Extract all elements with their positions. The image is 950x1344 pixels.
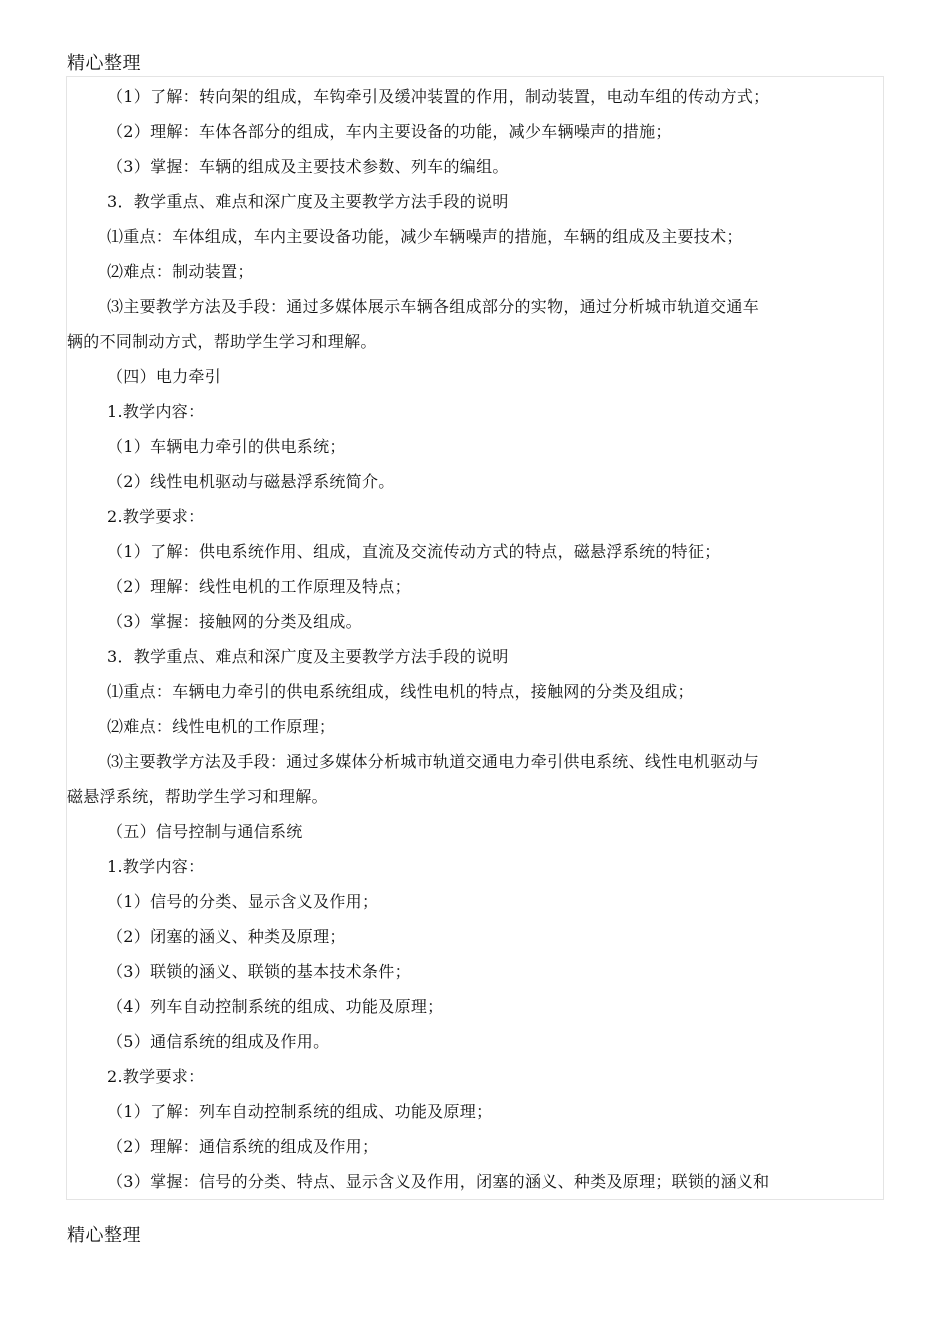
text-line: ⑵难点：制动装置； [107, 262, 254, 281]
text-line: ⑵难点：线性电机的工作原理； [107, 717, 336, 736]
text-line: （1）信号的分类、显示含义及作用； [107, 892, 379, 911]
text-line: （1）车辆电力牵引的供电系统； [107, 437, 346, 456]
text-line: （1）了解：转向架的组成，车钩牵引及缓冲装置的作用，制动装置，电动车组的传动方式； [107, 87, 770, 106]
section-heading: 1.教学内容： [107, 857, 205, 876]
text-line: ⑴重点：车辆电力牵引的供电系统组成，线性电机的特点，接触网的分类及组成； [107, 682, 694, 701]
text-line: 磁悬浮系统，帮助学生学习和理解。 [67, 787, 328, 806]
text-line: （2）理解：线性电机的工作原理及特点； [107, 577, 411, 596]
text-line: （2）理解：通信系统的组成及作用； [107, 1137, 379, 1156]
text-line: （4）列车自动控制系统的组成、功能及原理； [107, 997, 444, 1016]
chapter-heading: （四）电力牵引 [107, 367, 222, 386]
page-header-label: 精心整理 [67, 53, 141, 74]
text-line: （1）了解：供电系统作用、组成，直流及交流传动方式的特点，磁悬浮系统的特征； [107, 542, 721, 561]
text-line: ⑴重点：车体组成，车内主要设备功能，减少车辆噪声的措施，车辆的组成及主要技术； [107, 227, 743, 246]
text-line: （3）联锁的涵义、联锁的基本技术条件； [107, 962, 411, 981]
text-line: （3）掌握：车辆的组成及主要技术参数、列车的编组。 [107, 157, 509, 176]
text-line: （3）掌握：信号的分类、特点、显示含义及作用，闭塞的涵义、种类及原理；联锁的涵义和 [107, 1172, 770, 1191]
text-line: （1）了解：列车自动控制系统的组成、功能及原理； [107, 1102, 493, 1121]
text-line: （2）闭塞的涵义、种类及原理； [107, 927, 346, 946]
section-heading: 2.教学要求： [107, 507, 205, 526]
text-line: （3）掌握：接触网的分类及组成。 [107, 612, 362, 631]
text-line: ⑶主要教学方法及手段：通过多媒体展示车辆各组成部分的实物，通过分析城市轨道交通车 [107, 297, 760, 316]
page-footer-label: 精心整理 [67, 1225, 141, 1246]
text-line: （2）线性电机驱动与磁悬浮系统简介。 [107, 472, 395, 491]
section-heading: 3．教学重点、难点和深广度及主要教学方法手段的说明 [107, 647, 509, 666]
document-content-box [66, 76, 884, 1200]
text-line: 辆的不同制动方式，帮助学生学习和理解。 [67, 332, 377, 351]
text-line: ⑶主要教学方法及手段：通过多媒体分析城市轨道交通电力牵引供电系统、线性电机驱动与 [107, 752, 760, 771]
section-heading: 3．教学重点、难点和深广度及主要教学方法手段的说明 [107, 192, 509, 211]
section-heading: 2.教学要求： [107, 1067, 205, 1086]
chapter-heading: （五）信号控制与通信系统 [107, 822, 303, 841]
text-line: （5）通信系统的组成及作用。 [107, 1032, 330, 1051]
text-line: （2）理解：车体各部分的组成，车内主要设备的功能，减少车辆噪声的措施； [107, 122, 672, 141]
section-heading: 1.教学内容： [107, 402, 205, 421]
